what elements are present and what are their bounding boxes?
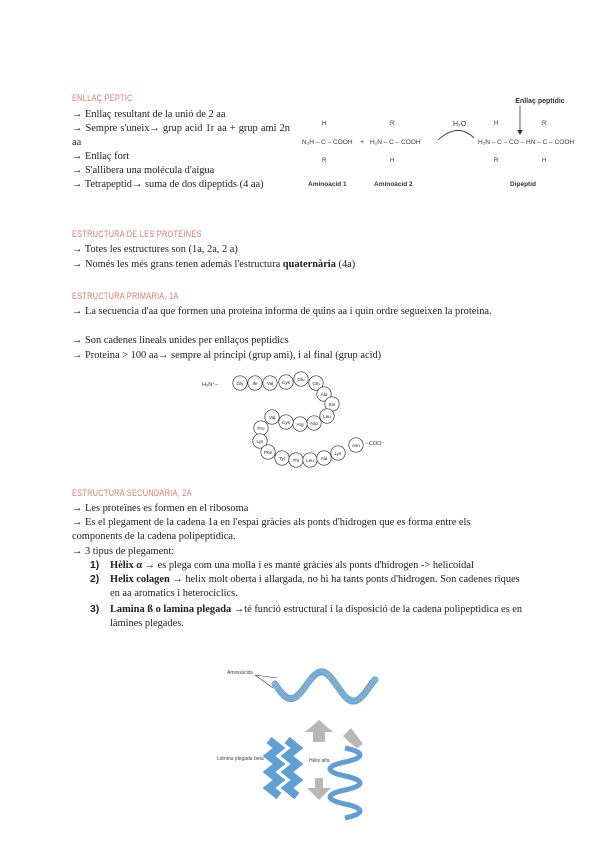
list-item: [110, 573, 530, 601]
amino-acid-label: Arg: [296, 421, 304, 427]
amino-acid-label: Lys: [334, 450, 342, 456]
text-span: →té funció estructural i la disposició de la cadena polipeptidica es en làmines plegades.: [110, 604, 523, 629]
amino-acid-bead: [254, 421, 268, 435]
amino-acid-bead: [320, 409, 334, 423]
r-group: R: [322, 158, 327, 164]
amino-acid-label: Phe: [263, 449, 273, 455]
secondary-structure-diagram: [217, 648, 385, 824]
text-line: → Totes les estructures son (1a, 2a, 2 a): [72, 244, 238, 255]
text-line: → Enllaç resultant de la unió de 2 aa: [72, 109, 226, 120]
text-span: → helix molt oberta i allargada, no hi ha tants ponts d'hidrogen. Son cadenes riques en aa aromatics i heterociclics.: [110, 574, 520, 599]
list-item: [110, 603, 530, 631]
text-span: → es plega com una molla i es manté gràcies als ponts d'hidrogen -> helicoidal: [142, 560, 474, 571]
alpha-helix-icon: [330, 748, 360, 818]
text-line: → Sempre s'uneix→ grup acid 1r aa + grup ami 2n aa: [72, 123, 290, 148]
amino-acid-bead: [303, 453, 317, 467]
section-heading-primary-structure: ESTRUCTURA PRIMARIA, 1A: [72, 291, 179, 301]
text-line: → Enllaç fort: [72, 151, 130, 162]
label-amino-acids: Aminoàcids: [227, 670, 253, 676]
amino-acid-bead: [307, 416, 321, 430]
amino-acid-bead: [261, 445, 275, 459]
list-number: 1): [90, 560, 100, 571]
r-group: H: [494, 121, 499, 127]
amino-acid-bead: [279, 415, 293, 429]
amino-acid-bead: [293, 417, 307, 431]
r-group: R': [390, 121, 396, 127]
text-line: → Proteina > 100 aa→ sempre al principi (grup ami), i al final (grup acid): [72, 350, 382, 361]
amino-acid-label: Lys: [256, 438, 264, 444]
text-span: → Només les més grans tenen además l'estructura: [72, 259, 283, 270]
amino-acid-chain-diagram: [200, 370, 400, 470]
amino-acid-label: Val: [268, 414, 276, 420]
r-group: H: [322, 121, 327, 127]
amino-acid-bead: [331, 446, 345, 460]
amino-acid-bead: [317, 451, 331, 465]
list-number: 2): [90, 574, 100, 585]
r-group: R: [494, 158, 499, 164]
amino-acid-label: Ser: [328, 401, 336, 407]
r-group: H: [390, 158, 395, 164]
section-heading-secondary-structure: ESTRUCTURA SECUNDARIA, 2A: [72, 488, 192, 498]
bold-term: Lamina ß o lamina plegada: [110, 604, 232, 615]
water-label: H₂O: [453, 121, 467, 128]
beta-sheet-icon: [269, 740, 297, 796]
amino-acid-label: Glu: [297, 376, 305, 382]
amino-acid-bead: [289, 453, 303, 467]
arrow-icon: [307, 778, 331, 800]
amino-acid-label: Leu: [323, 413, 331, 419]
amino-acid-label: Ile: [252, 380, 258, 386]
bold-term: Helix colagen: [110, 574, 170, 585]
text-line: → Les proteïnes es formen en el ribosoma: [72, 503, 249, 514]
list-item: [110, 559, 530, 573]
amino-acid-label: Val: [266, 380, 274, 386]
label-dipeptide: Dipèptid: [510, 181, 536, 188]
amino-acid-bead: [265, 410, 279, 424]
peptide-bond-diagram: [298, 92, 584, 192]
r-group: H: [542, 158, 547, 164]
amino-acid-bead: [275, 451, 289, 465]
arrow-head: [517, 130, 523, 135]
label-aa1: Aminoàcid 1: [308, 181, 347, 188]
plus-sign: +: [360, 139, 365, 146]
formula-aa2: H₂N – C – COOH: [370, 139, 421, 146]
amino-acid-label: Ala: [320, 391, 328, 397]
amino-acid-label: Gly: [236, 380, 244, 386]
section-heading-peptide-bond: ENLLAÇ PEPTIC: [72, 93, 133, 103]
amino-acid-label: Gln: [312, 380, 320, 386]
amino-acid-bead: [349, 438, 363, 452]
text-line: → Es el plegament de la cadena 1a en l'espai gràcies als ponts d'hidrogen que es forma entre els components de la cadena polipeptídica.: [72, 517, 471, 542]
text-line: → S'allibera una molécula d'aigua: [72, 165, 215, 176]
amino-acid-bead: [294, 372, 308, 386]
reaction-arrow: [438, 130, 474, 140]
formula-aa1: N₂H – C – COOH: [302, 139, 353, 146]
arrow-icon: [343, 728, 363, 748]
bold-term: Hèlix α: [110, 560, 143, 571]
formula-dipeptide: H₂N – C – CO – HN – C – COOH: [478, 139, 575, 146]
amino-acid-label: Cys: [282, 419, 290, 425]
text-line: → La secuencia d'aa que formen una proteina informa de quins aa i quin ordre segueixen la proteina.: [72, 306, 492, 317]
amino-acid-bead: [372, 677, 379, 684]
chain-start-label: H₃N⁺–: [202, 382, 219, 388]
section-heading-protein-structure: ESTRUCTURA DE LES PROTEÏNES: [72, 229, 202, 239]
bold-term: quaternària: [282, 259, 336, 270]
text-line: → 3 tipus de plegament:: [72, 546, 175, 557]
amino-acid-label: Asn: [352, 442, 360, 448]
amino-acid-bead: [263, 376, 277, 390]
list-number: 3): [90, 604, 100, 615]
text-line: [72, 258, 355, 272]
amino-acid-label: Tyr: [278, 455, 286, 461]
amino-acid-bead: [248, 376, 262, 390]
amino-acid-label: Pro: [257, 425, 265, 431]
amino-acid-label: Ala: [320, 455, 328, 461]
chain-end-label: –COO⁻: [366, 441, 385, 447]
text-line: → Son cadenes lineals unides per enllaços peptidics: [72, 335, 289, 346]
label-aa2: Aminoàcid 2: [374, 181, 413, 188]
amino-acid-bead: [233, 376, 247, 390]
diagram-title: Enllaç peptídic: [515, 98, 565, 105]
amino-acid-bead: [279, 375, 293, 389]
amino-acid-label: Asp: [310, 420, 318, 426]
label-alpha-helix: Hèlix alfa: [309, 758, 330, 764]
amino-acid-label: Leu: [306, 457, 314, 463]
arrow-icon: [305, 720, 333, 742]
text-span: (4a): [335, 259, 356, 270]
amino-acid-label: Cys: [282, 379, 290, 385]
amino-acid-label: Thr: [292, 457, 300, 463]
r-group: R': [542, 121, 548, 127]
label-beta-sheet: Làmina plegada beta: [217, 756, 264, 762]
text-line: → Tetrapeptid→ suma de dos dipeptids (4 aa): [72, 179, 264, 190]
